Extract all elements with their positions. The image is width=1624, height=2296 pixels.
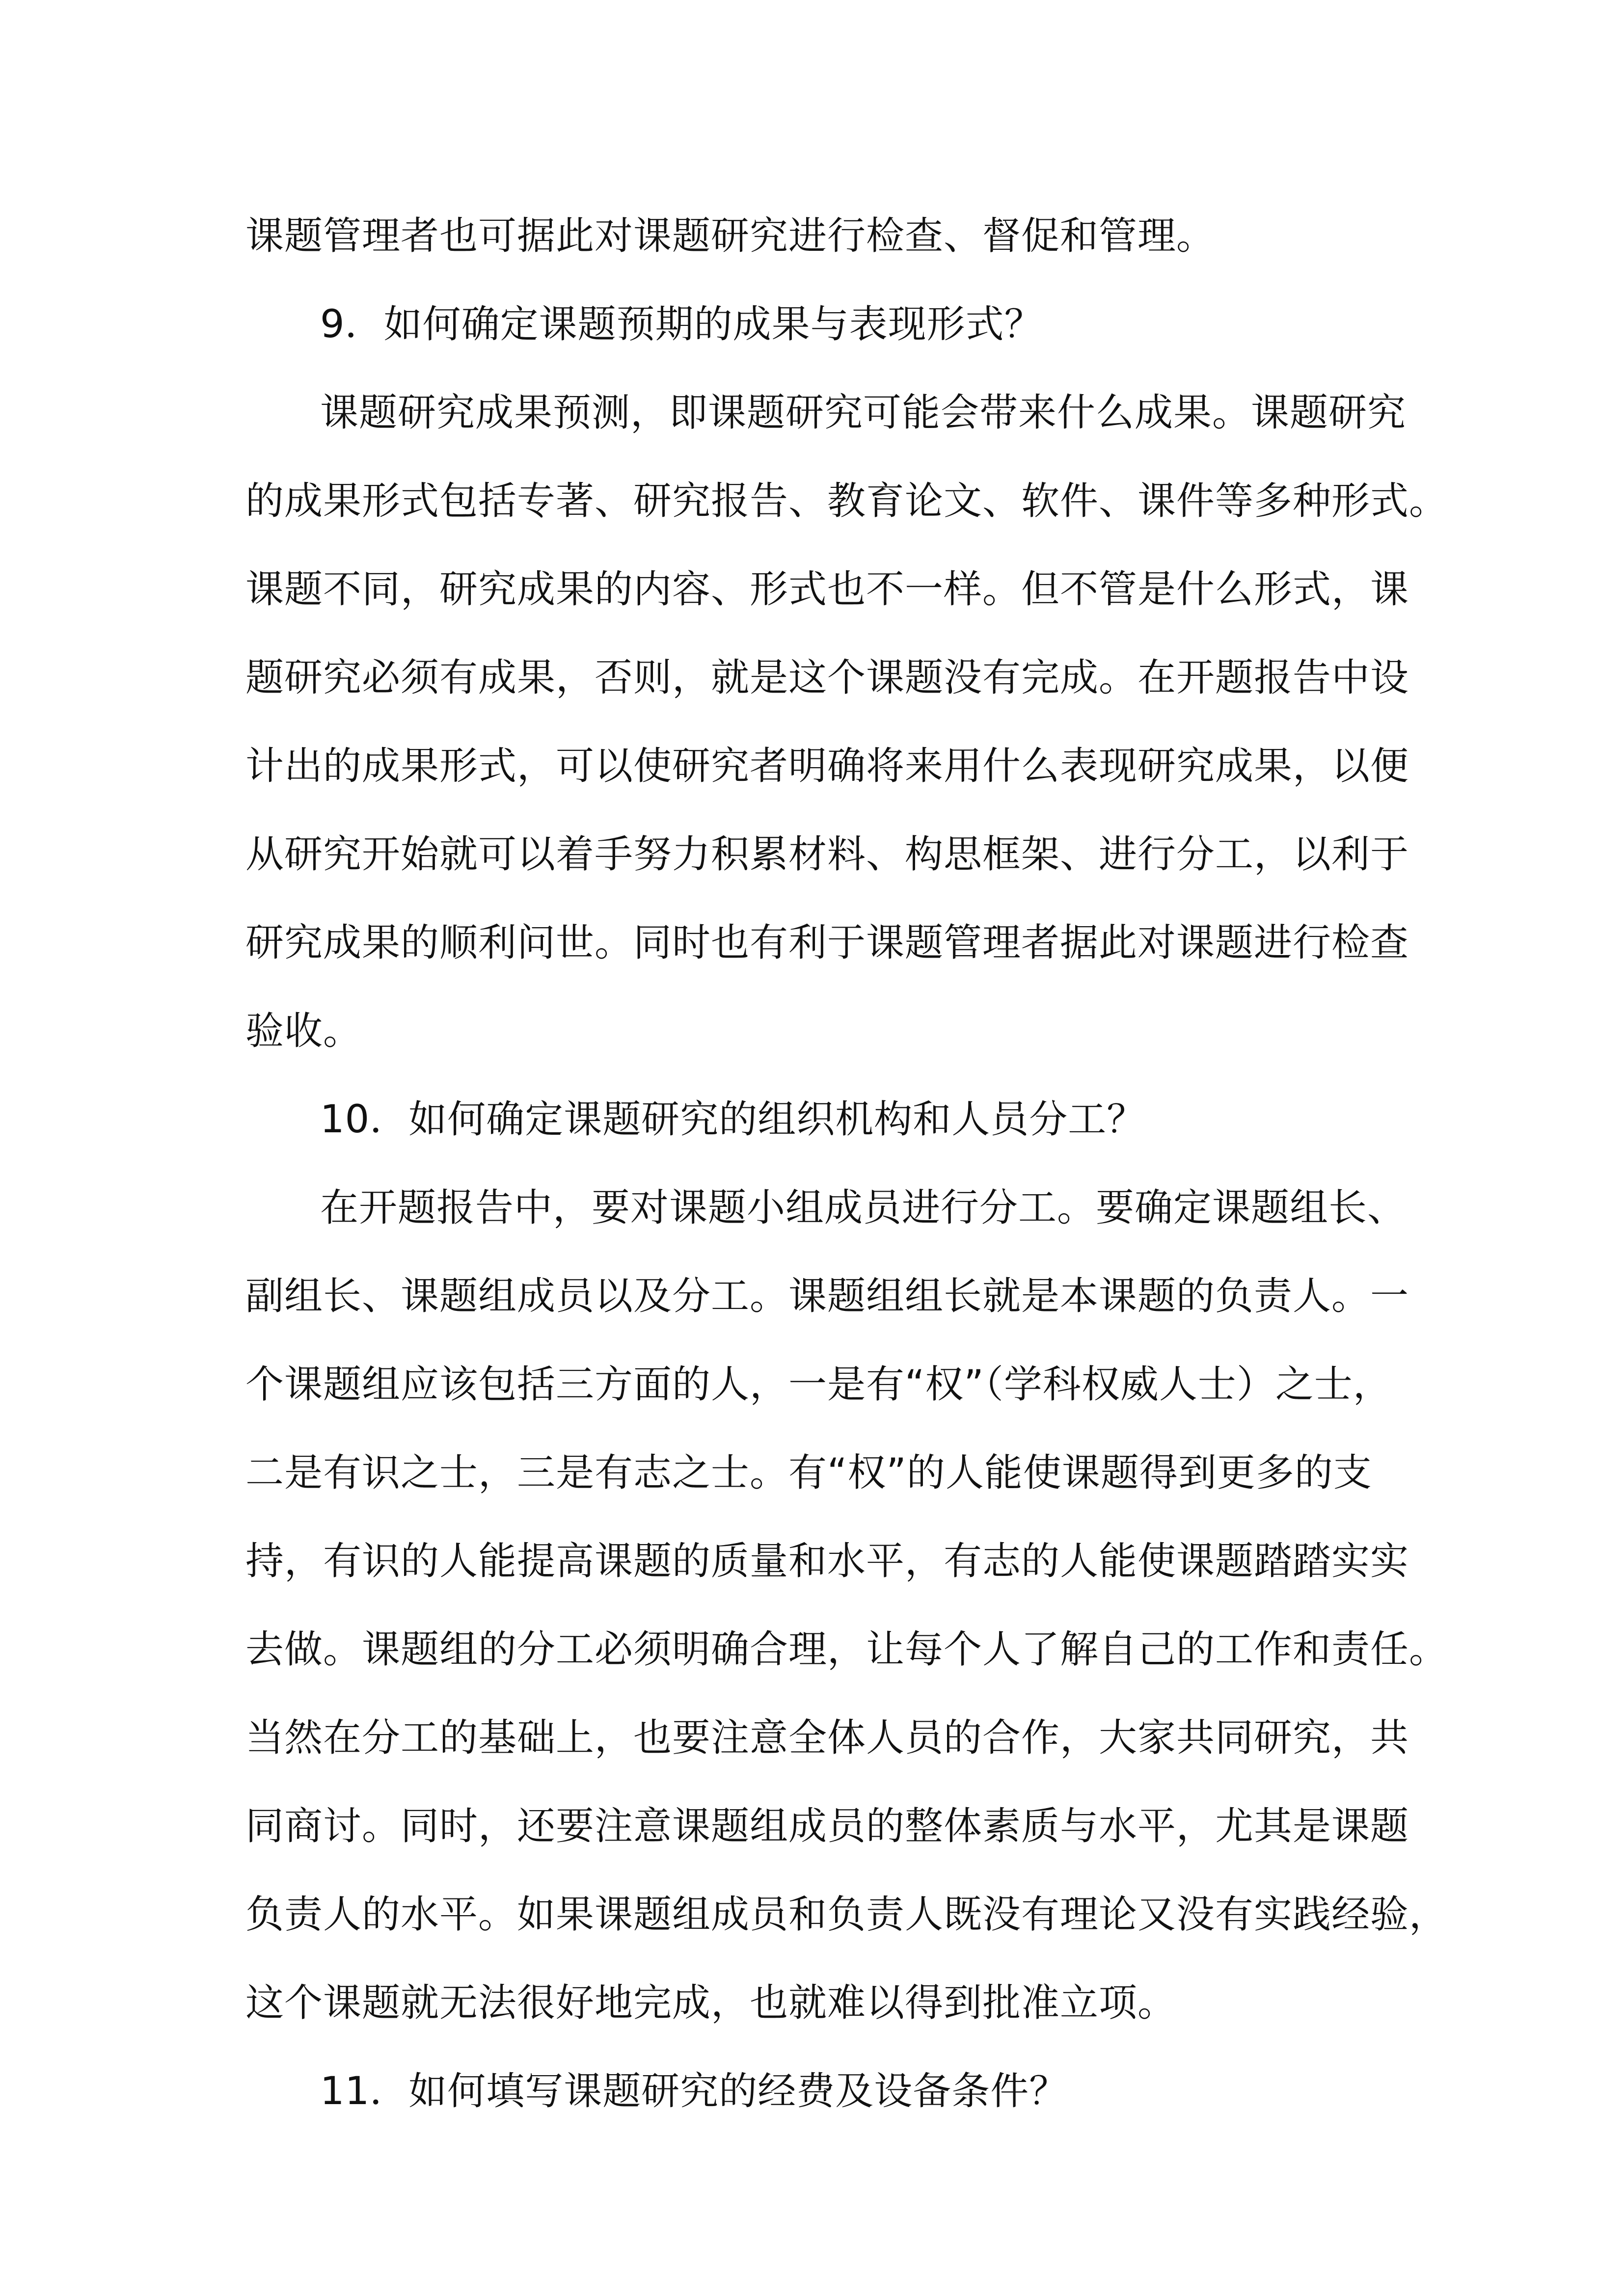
paragraph-line: 副组长、课题组成员以及分工。课题组组长就是本课题的负责人。一 xyxy=(245,1274,1409,1318)
paragraph-line: 个课题组应该包括三方面的人，一是有“权”（学科权威人士）之士， xyxy=(245,1362,1392,1407)
paragraph-line: 课题管理者也可据此对课题研究进行检查、督促和管理。 xyxy=(245,214,1216,258)
paragraph-line: 同商讨。同时，还要注意课题组成员的整体素质与水平，尤其是课题 xyxy=(245,1804,1409,1848)
section-heading-10: 10．如何确定课题研究的组织机构和人员分工？ xyxy=(320,1097,1146,1142)
paragraph-line: 课题研究成果预测，即课题研究可能会带来什么成果。课题研究 xyxy=(320,391,1407,435)
paragraph-line: 计出的成果形式，可以使研究者明确将来用什么表现研究成果，以便 xyxy=(245,744,1409,788)
paragraph-line: 去做。课题组的分工必须明确合理，让每个人了解自己的工作和责任。 xyxy=(245,1628,1448,1672)
paragraph-line: 负责人的水平。如果课题组成员和负责人既没有理论又没有实践经验， xyxy=(245,1893,1448,1937)
paragraph-line: 在开题报告中，要对课题小组成员进行分工。要确定课题组长、 xyxy=(320,1186,1407,1230)
paragraph-line: 当然在分工的基础上，也要注意全体人员的合作，大家共同研究，共 xyxy=(245,1716,1409,1760)
paragraph-line: 从研究开始就可以着手努力积累材料、构思框架、进行分工，以利于 xyxy=(245,832,1409,877)
paragraph-line: 验收。 xyxy=(245,1009,362,1053)
paragraph-line: 课题不同，研究成果的内容、形式也不一样。但不管是什么形式，课 xyxy=(245,567,1409,612)
paragraph-line: 持，有识的人能提高课题的质量和水平，有志的人能使课题踏踏实实 xyxy=(245,1539,1409,1583)
section-heading-9: 9．如何确定课题预期的成果与表现形式？ xyxy=(320,302,1043,347)
paragraph-line: 研究成果的顺利问世。同时也有利于课题管理者据此对课题进行检查 xyxy=(245,921,1409,965)
paragraph-line: 这个课题就无法很好地完成，也就难以得到批准立项。 xyxy=(245,1981,1177,2025)
paragraph-line: 的成果形式包括专著、研究报告、教育论文、软件、课件等多种形式。 xyxy=(245,479,1448,523)
section-heading-11: 11．如何填写课题研究的经费及设备条件？ xyxy=(320,2069,1068,2113)
paragraph-line: 二是有识之士，三是有志之士。有“权”的人能使课题得到更多的支 xyxy=(245,1451,1372,1495)
paragraph-line: 题研究必须有成果，否则，就是这个课题没有完成。在开题报告中设 xyxy=(245,656,1409,700)
